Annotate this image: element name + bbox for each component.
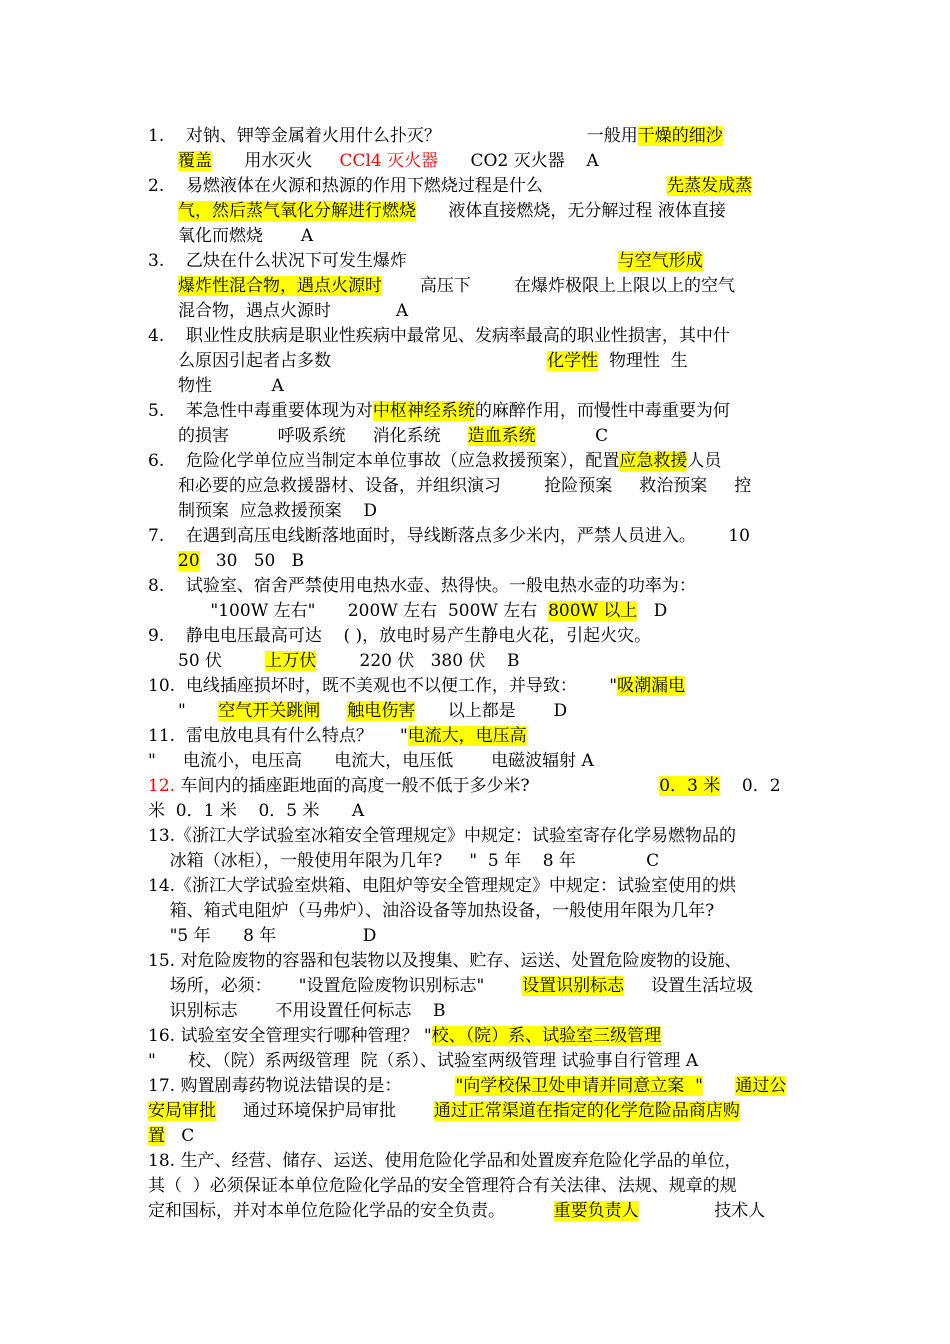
text-line (148, 399, 730, 424)
text-line (178, 374, 284, 399)
text-segment: 场所，必须： "设置危险废物识别标志" (148, 976, 523, 996)
text-line (148, 1174, 737, 1199)
highlighted-answer: 电流大，电压高 (407, 726, 527, 746)
text-line (148, 724, 527, 749)
text-segment: "5 年 8 年 D (148, 926, 377, 946)
text-line (148, 174, 752, 199)
text-line (148, 1149, 741, 1174)
text-line (148, 124, 723, 149)
text-segment: 17. 购置剧毒药物说法错误的是： (148, 1076, 456, 1096)
text-line (148, 574, 696, 599)
text-segment: 物性 A (178, 376, 284, 396)
text-segment: 设置生活垃圾 (624, 976, 754, 996)
text-line (148, 1074, 786, 1099)
text-line (148, 624, 651, 649)
text-segment: 11. 雷电放电具有什么特点？ " (148, 726, 408, 746)
text-segment: 通过环境保护局审批 (216, 1101, 434, 1121)
text-segment: 7. 在遇到高压电线断落地面时，导线断落点多少米内，严禁人员进入。 10 (148, 526, 750, 546)
text-line (148, 799, 364, 824)
text-line (148, 1049, 698, 1074)
text-line (148, 974, 753, 999)
text-segment: 物理性 生 (598, 351, 688, 371)
text-line (178, 424, 608, 449)
highlighted-answer: 造血系统 (467, 426, 536, 446)
text-segment: 识别标志 不用设置任何标志 B (148, 1001, 446, 1021)
text-segment (703, 1076, 735, 1096)
text-line (148, 824, 736, 849)
highlighted-answer: 爆炸性混合物，遇点火源时 (178, 276, 382, 296)
text-segment: 冰箱（冰柜），一般使用年限为几年? " 5 年 8 年 C (148, 851, 660, 871)
text-line (178, 199, 726, 224)
text-segment: 6. 危险化学单位应当制定本单位事故（应急救援预案），配置 (148, 451, 620, 471)
text-line (148, 899, 714, 924)
highlighted-answer: 0．3 米 (659, 776, 721, 796)
text-line (178, 274, 735, 299)
text-segment: 高压下 在爆炸极限上上限以上的空气 (382, 276, 736, 296)
text-segment: 16. 试验室安全管理实行哪种管理？ " (148, 1026, 432, 1046)
text-line (148, 924, 376, 949)
text-segment: 技术人 (638, 1201, 766, 1221)
text-segment: 么原因引起者占多数 (178, 351, 548, 371)
text-segment: 箱、箱式电阻炉（马弗炉）、油浴设备等加热设备，一般使用年限为几年? (148, 901, 715, 921)
highlighted-answer: 空气开关跳闸 (218, 701, 321, 721)
text-segment: 车间内的插座距地面的高度一般不低于多少米? (175, 776, 660, 796)
text-segment: C (535, 426, 609, 446)
text-line (148, 1199, 765, 1224)
text-line (178, 299, 408, 324)
text-segment: 定和国标，并对本单位危险化学品的安全负责。 (148, 1201, 554, 1221)
text-segment: D (637, 601, 668, 621)
highlighted-answer: 上万伏 (265, 651, 317, 671)
text-segment: 13.《浙江大学试验室冰箱安全管理规定》中规定：试验室寄存化学易燃物品的 (148, 826, 737, 846)
text-segment: 混合物，遇点火源时 A (178, 301, 409, 321)
highlighted-answer: 置 (148, 1126, 165, 1146)
text-segment: 米 0．1 米 0．5 米 A (148, 801, 365, 821)
red-text: CCl4 灭火器 (339, 151, 439, 171)
text-segment: 9. 静电电压最高可达 ( )，放电时易产生静电火花，引起火灾。 (148, 626, 652, 646)
text-segment: 液体直接燃烧，无分解过程 液体直接 (416, 201, 726, 221)
highlighted-answer: 触电伤害 (347, 701, 416, 721)
text-segment: C (165, 1126, 195, 1146)
text-line (148, 874, 736, 899)
text-segment: 以上都是 D (415, 701, 568, 721)
text-segment: 和必要的应急救援器材、设备，并组织演习 抢险预案 救治预案 控 (178, 476, 752, 496)
text-line (178, 224, 313, 249)
text-line (148, 1124, 194, 1149)
text-segment: 5. 苯急性中毒重要体现为对 (148, 401, 373, 421)
text-segment: 15. 对危险废物的容器和包装物以及搜集、贮存、运送、处置危险废物的设施、 (148, 951, 742, 971)
text-segment: 30 50 B (199, 551, 305, 571)
highlighted-answer: 重要负责人 (553, 1201, 639, 1221)
text-line (148, 999, 446, 1024)
text-line (148, 249, 703, 274)
red-text: 12. (148, 776, 176, 796)
highlighted-answer: 先蒸发成蒸 (667, 176, 753, 196)
text-segment: 50 伏 (178, 651, 266, 671)
text-line (178, 474, 751, 499)
text-line (178, 349, 688, 374)
text-line (178, 699, 567, 724)
text-segment: 氧化而燃烧 A (178, 226, 314, 246)
text-line (178, 649, 520, 674)
text-segment: 用水灭火 (212, 151, 340, 171)
text-segment: 4. 职业性皮肤病是职业性疾病中最常见、发病率最高的职业性损害，其中什 (148, 326, 730, 346)
highlighted-answer: 干燥的细沙 (637, 126, 723, 146)
text-line (148, 674, 685, 699)
text-line (148, 1099, 740, 1124)
highlighted-answer: 化学性 (547, 351, 599, 371)
text-line (148, 449, 721, 474)
highlighted-answer: "向学校保卫处申请并同意立案 " (455, 1076, 703, 1096)
text-segment: 制预案 应急救援预案 D (178, 501, 378, 521)
text-segment: 10. 电线插座损坏时，既不美观也不以便工作，并导致： " (148, 676, 618, 696)
text-segment (320, 701, 347, 721)
text-segment: 14.《浙江大学试验室烘箱、电阻炉等安全管理规定》中规定：试验室使用的烘 (148, 876, 737, 896)
text-segment: 18. 生产、经营、储存、运送、使用危险化学品和处置废弃危险化学品的单位， (148, 1151, 742, 1171)
highlighted-answer: 覆盖 (178, 151, 212, 171)
highlighted-answer: 气，然后蒸气氧化分解进行燃烧 (178, 201, 416, 221)
text-segment: 1. 对钠、钾等金属着火用什么扑灭？ 一般用 (148, 126, 638, 146)
text-line (148, 1024, 661, 1049)
highlighted-answer: 800W 以上 (548, 601, 638, 621)
text-line (148, 774, 781, 799)
text-segment: " 校、（院）系两级管理 院（系）、试验室两级管理 试验事自行管理 A (148, 1051, 699, 1071)
highlighted-answer: 与空气形成 (617, 251, 703, 271)
text-segment: 220 伏 380 伏 B (316, 651, 520, 671)
text-segment: 的麻醉作用，而慢性中毒重要为何 (474, 401, 730, 421)
text-segment: 的损害 呼吸系统 消化系统 (178, 426, 468, 446)
text-segment: 人员 (687, 451, 722, 471)
text-line (148, 749, 594, 774)
text-line (178, 149, 599, 174)
text-line (148, 524, 750, 549)
text-segment: " (178, 701, 219, 721)
text-segment: "100W 左右" 200W 左右 500W 左右 (178, 601, 549, 621)
text-line (178, 599, 667, 624)
text-line (148, 324, 730, 349)
highlighted-answer: 吸潮漏电 (617, 676, 686, 696)
highlighted-answer: 中枢神经系统 (372, 401, 475, 421)
text-line (148, 949, 741, 974)
highlighted-answer: 20 (178, 551, 200, 571)
highlighted-answer: 应急救援 (619, 451, 688, 471)
text-line (178, 549, 304, 574)
text-segment: 2. 易燃液体在火源和热源的作用下燃烧过程是什么 (148, 176, 668, 196)
highlighted-answer: 通过公 (735, 1076, 787, 1096)
highlighted-answer: 校、（院）系、试验室三级管理 (431, 1026, 662, 1046)
highlighted-answer: 设置识别标志 (522, 976, 625, 996)
text-segment: 3. 乙炔在什么状况下可发生爆炸 (148, 251, 618, 271)
text-line (178, 499, 377, 524)
text-segment: CO2 灭火器 A (438, 151, 599, 171)
text-segment: 其（ ）必须保证本单位危险化学品的安全管理符合有关法律、法规、规章的规 (148, 1176, 737, 1196)
highlighted-answer: 通过正常渠道在指定的化学危险品商店购 (433, 1101, 740, 1121)
text-segment: " 电流小，电压高 电流大，电压低 电磁波辐射 A (148, 751, 594, 771)
text-line (148, 849, 659, 874)
text-segment: 0．2 (720, 776, 781, 796)
text-segment: 8. 试验室、宿舍严禁使用电热水壶、热得快。一般电热水壶的功率为： (148, 576, 696, 596)
highlighted-answer: 安局审批 (148, 1101, 216, 1121)
